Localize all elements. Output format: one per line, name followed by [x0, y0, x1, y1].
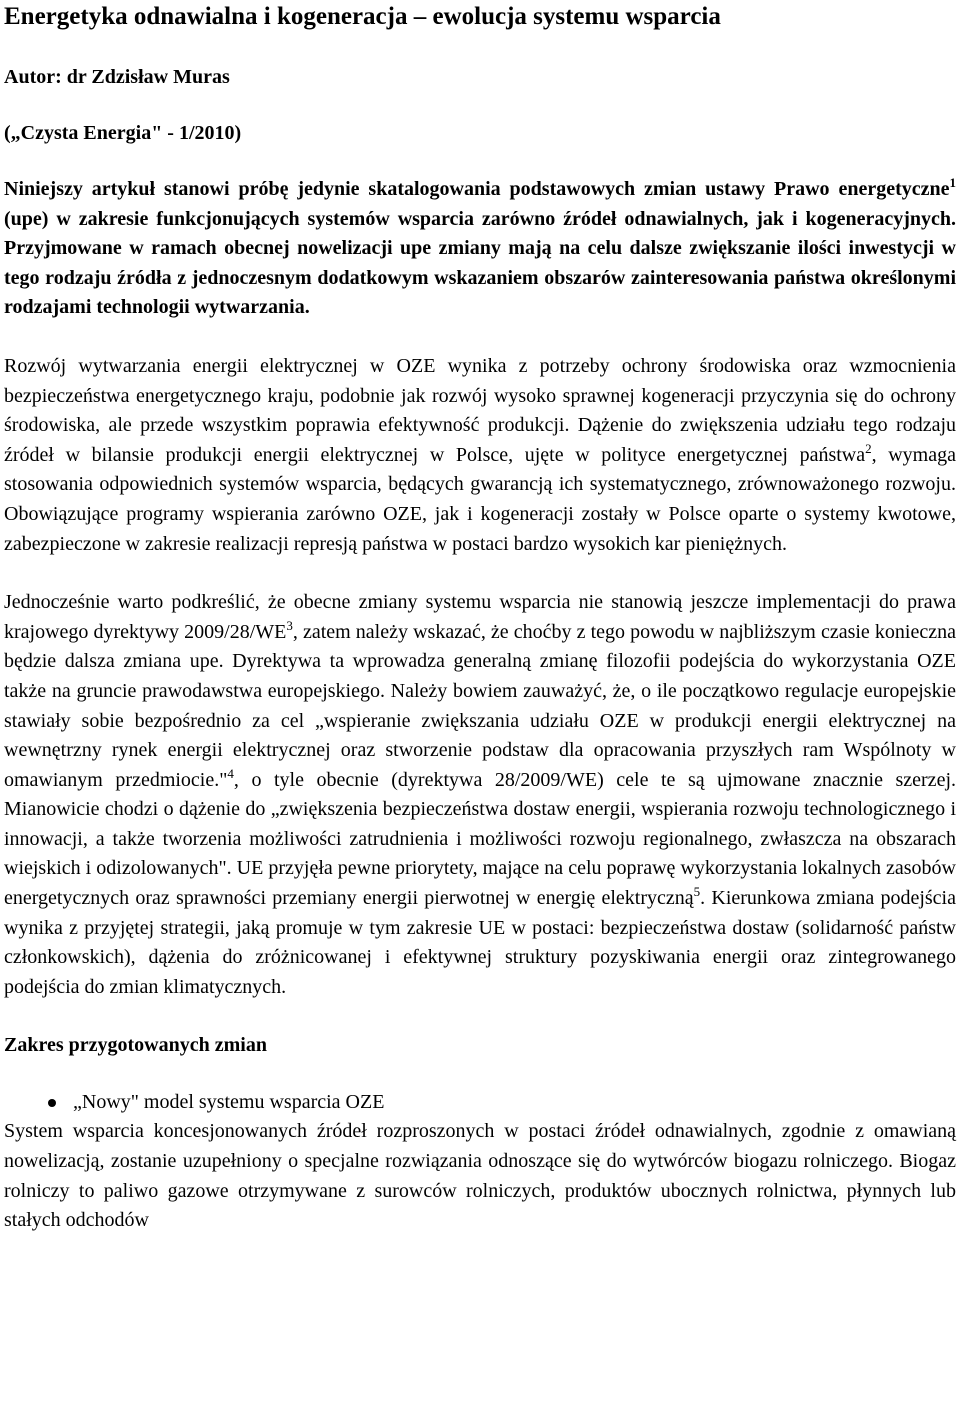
p2-text-1: Jednocześnie warto podkreślić, że obecne zmiany systemu wsparcia nie stanowią jeszcze implementacji do prawa krajowego dyrektywy 2009/28/WE: [4, 591, 956, 643]
document-title: Energetyka odnawialna i kogeneracja – ewolucja systemu wsparcia: [4, 3, 721, 30]
list-item-text: „Nowy" model systemu wsparcia OZE: [73, 1091, 385, 1114]
footnote-ref-1: 1: [949, 175, 956, 190]
lead-paragraph: [4, 175, 956, 323]
p1-text-1: Rozwój wytwarzania energii elektrycznej w OZE wynika z potrzeby ochrony środowiska oraz wzmocnienia bezpieczeństwa energetycznego kraju, podobnie jak rozwój wysoko sprawnej kogeneracji przyczynia się do ochrony środowiska, ale przede wszystkim poprawia efektywność produkcji. Dążenie do zwiększenia udziału tego rodzaju źródeł w bilansie produkcji energii elektrycznej w Polsce, ujęte w polityce energetycznej państwa: [4, 354, 956, 466]
bullet-list: [4, 1088, 956, 1117]
lead-text-1: Niniejszy artykuł stanowi próbę jedynie skatalogowania podstawowych zmian ustawy Prawo energetyczne: [4, 178, 950, 200]
body-paragraph-3: System wsparcia koncesjonowanych źródeł rozproszonych w postaci źródeł odnawialnych, zgodnie z omawianą nowelizacją, zostanie uzupełniony o specjalne rozwiązania odnoszące się do wytwórców biogazu rolniczego. Biogaz rolniczy to paliwo gazowe otrzymywane z surowców rolniczych, produktów ubocznych rolnictwa, płynnych lub stałych odchodów: [4, 1120, 956, 1232]
bullet-icon: [48, 1099, 56, 1107]
footnote-ref-2: 2: [865, 440, 872, 456]
body-paragraph-1: [4, 352, 956, 559]
footnote-ref-5: 5: [693, 884, 701, 900]
footnote-ref-3: 3: [286, 617, 293, 633]
footnote-ref-4: 4: [227, 765, 234, 781]
section-heading: Zakres przygotowanych zmian: [4, 1034, 267, 1057]
p2-text-4: . Kierunkowa zmiana podejścia wynika z przyjętej strategii, jaką promuje w tym zakresie UE w postaci: bezpieczeństwa dostaw (solidarność państw członkowskich), dążenia do zróżnicowanej i efektywnej struktury pozyskiwania energii oraz zintegrowanego podejścia do zmian klimatycznych.: [4, 887, 956, 998]
source-line: („Czysta Energia" - 1/2010): [4, 122, 242, 144]
body-paragraph-2: [4, 588, 956, 1002]
p2-text-2: , zatem należy wskazać, że choćby z tego powodu w najbliższym czasie konieczna będzie dalsza zmiana upe. Dyrektywa ta wprowadza generalną zmianę filozofii podejścia do wykorzystania OZE także na gruncie prawodawstwa europejskiego. Należy bowiem zauważyć, że, o ile początkowo regulacje europejskie stawiały sobie bezpośrednio za cel „wspieranie zwiększania udziału OZE w produkcji energii elektrycznej na wewnętrzny rynek energii elektrycznej oraz stworzenie podstaw dla opracowania przyszłych ram Wspólnoty w omawianym przedmiocie.": [4, 620, 956, 791]
p1-text-2: , wymaga stosowania odpowiednich systemów wsparcia, będących gwarancją ich systematycznego, zrównoważonego rozwoju. Obowiązujące programy wspierania zarówno OZE, jak i kogeneracji zostały w Polsce oparte o systemy kwotowe, zabezpieczone w zakresie realizacji represją państwa w postaci bardzo wysokich kar pieniężnych.: [4, 443, 956, 555]
list-item: [4, 1088, 956, 1117]
lead-text-2: (upe) w zakresie funkcjonujących systemów wsparcia zarówno źródeł odnawialnych, jak i kogeneracyjnych. Przyjmowane w ramach obecnej nowelizacji upe zmiany mają na celu dalsze zwiększanie ilości inwestycji w tego rodzaju źródła z jednoczesnym dodatkowym wskazaniem obszarów zainteresowania państwa określonymi rodzajami technologii wytwarzania.: [4, 207, 956, 319]
author-line: Autor: dr Zdzisław Muras: [4, 66, 230, 88]
p2-text-3: , o tyle obecnie (dyrektywa 28/2009/WE) cele te są ujmowane znacznie szerzej. Mianowicie chodzi o dążenie do „zwiększenia bezpieczeństwa dostaw energii, wspierania rozwoju technologicznego i innowacji, a także tworzenia możliwości zatrudnienia i możliwości rozwoju regionalnego, zwłaszcza na obszarach wiejskich i odizolowanych". UE przyjęła pewne priorytety, mające na celu poprawę wykorzystania lokalnych zasobów energetycznych oraz sprawności przemiany energii pierwotnej w energię elektryczną: [4, 768, 956, 910]
